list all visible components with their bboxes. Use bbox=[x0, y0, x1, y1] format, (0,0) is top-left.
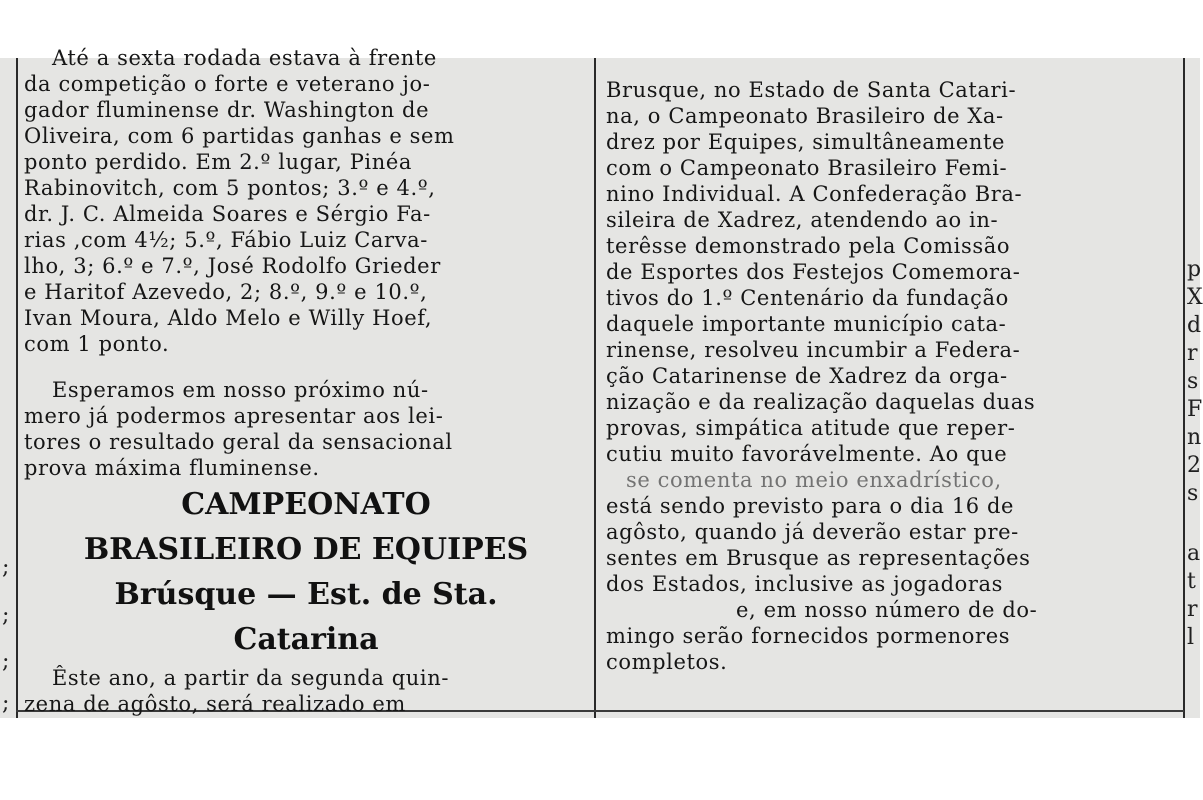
edge-fragment: ; bbox=[2, 603, 10, 628]
text-line: completos. bbox=[606, 650, 728, 674]
text-line: Ivan Moura, Aldo Melo e Willy Hoef, bbox=[24, 306, 433, 330]
text-line: lho, 3; 6.º e 7.º, José Rodolfo Grieder bbox=[24, 254, 441, 278]
text-line: terêsse demonstrado pela Comissão bbox=[606, 234, 1011, 258]
text-line: nino Individual. A Confederação Bra- bbox=[606, 182, 1023, 206]
right-edge-fragments bbox=[1187, 58, 1203, 718]
text-line: Brusque, no Estado de Santa Catari- bbox=[606, 78, 1017, 102]
text-line: prova máxima fluminense. bbox=[24, 456, 320, 480]
text-line: tores o resultado geral da sensacional bbox=[24, 430, 453, 454]
edge-fragment: ; bbox=[2, 555, 10, 580]
text-line: agôsto, quando já deverão estar pre- bbox=[606, 520, 1019, 544]
edge-fragment: n bbox=[1187, 425, 1202, 450]
column-divider-rule bbox=[594, 58, 596, 718]
edge-fragment: ; bbox=[2, 691, 10, 716]
edge-fragment: ; bbox=[2, 649, 10, 674]
text-line: sentes em Brusque as representações bbox=[606, 546, 1031, 570]
left-margin-rule bbox=[16, 58, 18, 718]
edge-fragment: r bbox=[1187, 597, 1198, 622]
edge-fragment: F bbox=[1187, 397, 1203, 422]
text-line: de Esportes dos Festejos Comemora- bbox=[606, 260, 1021, 284]
left-column bbox=[24, 46, 588, 718]
edge-fragment: l bbox=[1187, 625, 1195, 650]
text-line: drez por Equipes, simultâneamente bbox=[606, 130, 1006, 154]
edge-fragment: 2 bbox=[1187, 453, 1201, 478]
text-line: Esperamos em nosso próximo nú- bbox=[52, 378, 429, 402]
headline-line: Brúsque — Est. de Sta. bbox=[114, 577, 498, 612]
text-line: Oliveira, com 6 partidas ganhas e sem bbox=[24, 124, 455, 148]
headline-line: Catarina bbox=[233, 622, 379, 657]
text-line: zena de agôsto, será realizado em bbox=[24, 692, 406, 716]
text-line: e Haritof Azevedo, 2; 8.º, 9.º e 10.º, bbox=[24, 280, 428, 304]
text-line: daquele importante município cata- bbox=[606, 312, 1007, 336]
headline-line: CAMPEONATO bbox=[181, 487, 431, 522]
text-line: provas, simpática atitude que reper- bbox=[606, 416, 1016, 440]
text-line: Rabinovitch, com 5 pontos; 3.º e 4.º, bbox=[24, 176, 436, 200]
text-line: na, o Campeonato Brasileiro de Xa- bbox=[606, 104, 1004, 128]
text-line: dr. J. C. Almeida Soares e Sérgio Fa- bbox=[24, 202, 431, 226]
text-line: rias ,com 4½; 5.º, Fábio Luiz Carva- bbox=[24, 228, 428, 252]
edge-fragment: t bbox=[1187, 569, 1196, 594]
text-line: está sendo previsto para o dia 16 de bbox=[606, 494, 1015, 518]
edge-fragment: s bbox=[1187, 481, 1199, 506]
text-line: ção Catarinense de Xadrez da orga- bbox=[606, 364, 1008, 388]
text-line: da competição o forte e veterano jo- bbox=[24, 72, 431, 96]
text-line: mero já podermos apresentar aos lei- bbox=[24, 404, 444, 428]
text-line: mingo serão fornecidos pormenores bbox=[606, 624, 1011, 648]
headline-line: BRASILEIRO DE EQUIPES bbox=[83, 532, 529, 567]
edge-fragment: p bbox=[1187, 257, 1202, 282]
text-line: sileira de Xadrez, atendendo ao in- bbox=[606, 208, 999, 232]
text-line: e, em nosso número de do- bbox=[736, 598, 1038, 622]
text-line: nização e da realização daquelas duas bbox=[606, 390, 1036, 414]
text-line: Até a sexta rodada estava à frente bbox=[52, 46, 437, 70]
text-line: dos Estados, inclusive as jogadoras bbox=[606, 572, 1004, 596]
text-line: gador fluminense dr. Washington de bbox=[24, 98, 430, 122]
left-edge-fragments bbox=[0, 58, 14, 718]
text-line: Êste ano, a partir da segunda quin- bbox=[52, 666, 450, 690]
edge-fragment: X bbox=[1187, 285, 1203, 310]
text-line: tivos do 1.º Centenário da fundação bbox=[606, 286, 1009, 310]
edge-fragment: s bbox=[1187, 369, 1199, 394]
text-line: com 1 ponto. bbox=[24, 332, 170, 356]
text-line: rinense, resolveu incumbir a Federa- bbox=[606, 338, 1021, 362]
text-line: com o Campeonato Brasileiro Femi- bbox=[606, 156, 1008, 180]
edge-fragment: d bbox=[1187, 313, 1202, 338]
newspaper-clipping bbox=[0, 46, 1203, 718]
right-column bbox=[606, 58, 1176, 718]
edge-fragment: a bbox=[1187, 541, 1201, 566]
text-line: ponto perdido. Em 2.º lugar, Pinéa bbox=[24, 150, 413, 174]
text-line: se comenta no meio enxadrístico, bbox=[626, 468, 1002, 492]
edge-fragment: r bbox=[1187, 341, 1198, 366]
right-column-rule bbox=[1183, 58, 1185, 718]
text-line: cutiu muito favorávelmente. Ao que bbox=[606, 442, 1008, 466]
